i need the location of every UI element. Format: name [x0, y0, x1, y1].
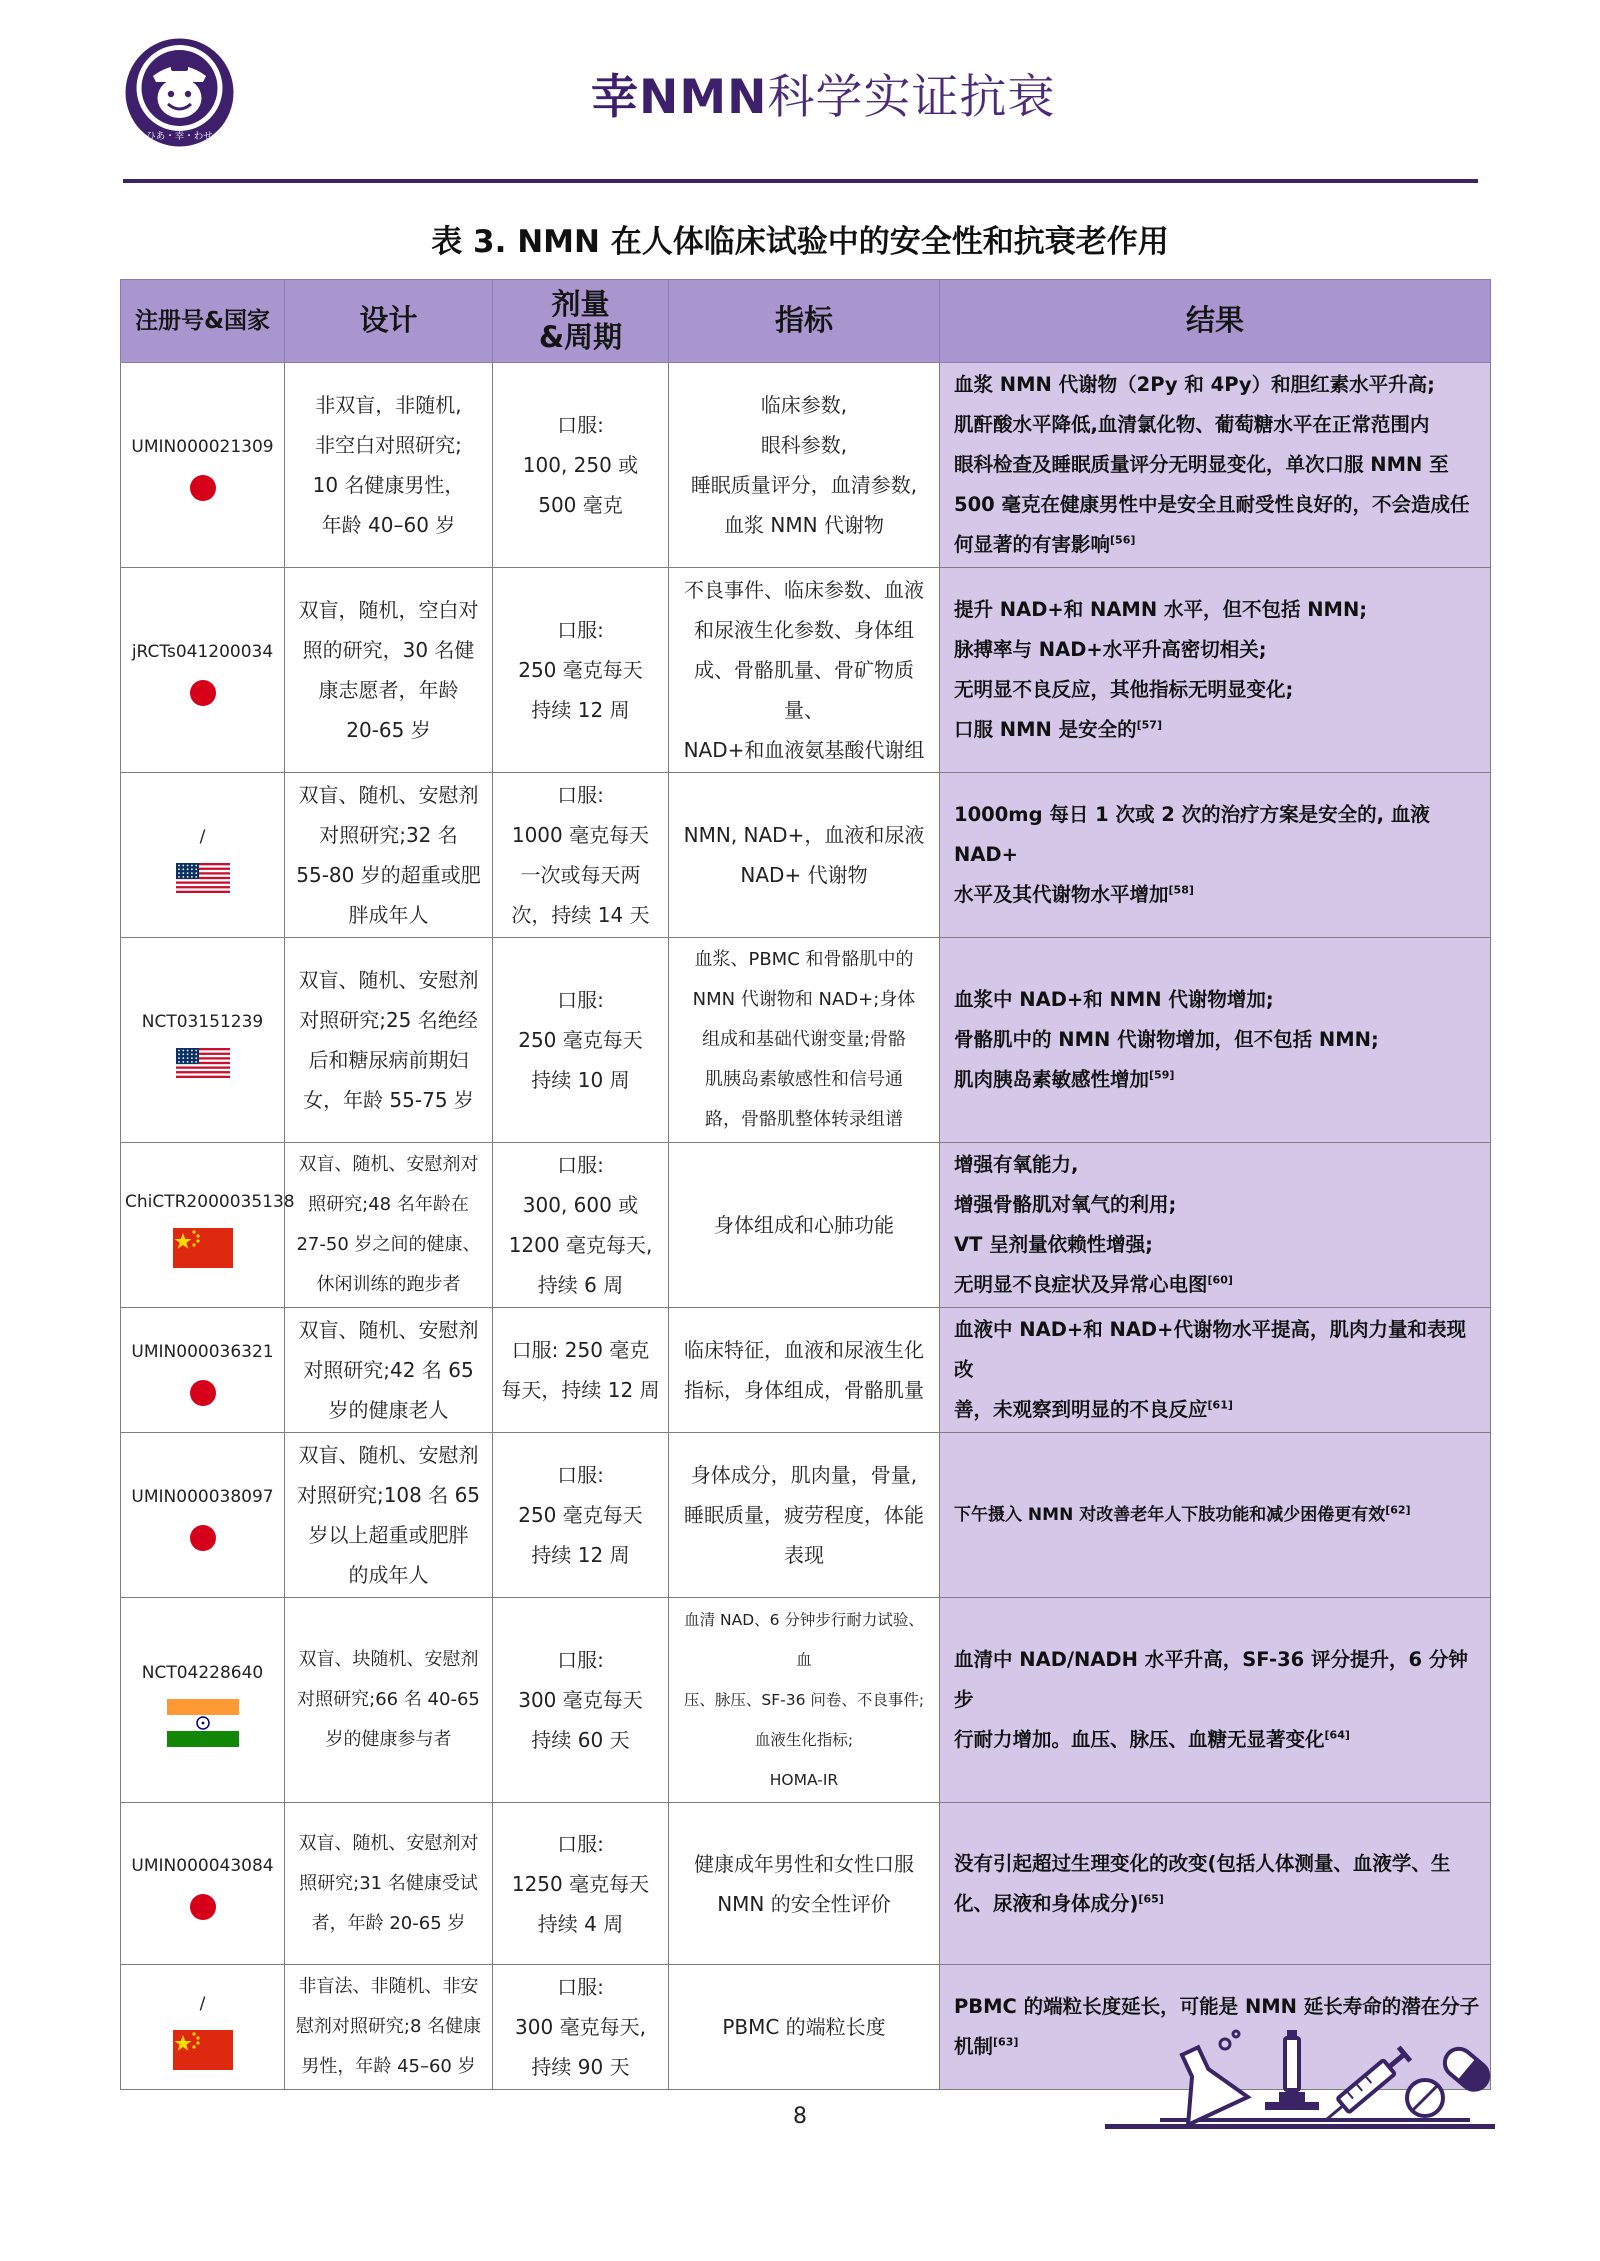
- cell-line: 照研究;31 名健康受试: [299, 1872, 478, 1894]
- registry-id: NCT03151239: [141, 1012, 264, 1032]
- design-cell: [285, 938, 493, 1143]
- cell-line: PBMC 的端粒长度: [722, 2015, 886, 2039]
- cell-line: 的成年人: [348, 1563, 429, 1587]
- result-line: [954, 980, 1480, 1020]
- reference-number: [62]: [1385, 1503, 1411, 1517]
- cell-line: 肌胰岛素敏感性和信号通: [705, 1069, 903, 1090]
- cell-line: 口服:: [557, 783, 604, 807]
- result-line: [954, 485, 1480, 525]
- dose-cell: [493, 938, 669, 1143]
- design-cell: [285, 1598, 493, 1803]
- design-cell: [285, 1803, 493, 1965]
- results-cell: [940, 938, 1491, 1143]
- cell-line: 口服:: [557, 1153, 604, 1177]
- result-line: [954, 590, 1480, 630]
- col-header-dose-line1: 剂量: [551, 286, 610, 321]
- cell-line: 身体成分，肌肉量，骨量,: [690, 1463, 918, 1487]
- page-number: 8: [793, 2104, 807, 2129]
- registry-id: UMIN000038097: [131, 1487, 274, 1507]
- result-text: 水平及其代谢物水平增加: [954, 883, 1169, 906]
- result-line: [954, 1640, 1480, 1720]
- cell-line: NAD+和血液氨基酸代谢组: [683, 738, 925, 762]
- result-line: [954, 1145, 1480, 1185]
- trials-table: [120, 279, 1491, 2090]
- result-line: [954, 710, 1480, 750]
- result-text: 血浆中 NAD+和 NMN 代谢物增加;: [954, 988, 1274, 1011]
- reference-number: [59]: [1149, 1068, 1175, 1082]
- cell-line: 250 毫克每天: [518, 1028, 643, 1052]
- brand-title-rest: 科学实证抗衰: [767, 70, 1056, 125]
- cell-line: 组成和基础代谢变量;骨骼: [701, 1029, 907, 1050]
- cell-line: 非盲法、非随机、非安: [298, 1976, 479, 1997]
- results-cell: [940, 1803, 1491, 1965]
- cell-line: 和尿液生化参数、身体组: [694, 618, 914, 642]
- cell-line: 口服:: [557, 1463, 604, 1487]
- col-header-results: 结果: [940, 280, 1491, 363]
- cell-line: 成、骨骼肌量、骨矿物质量、: [694, 658, 914, 722]
- registry-id: UMIN000021309: [131, 437, 274, 457]
- cell-line: 不良事件、临床参数、血液: [684, 578, 924, 602]
- china-flag-icon: [173, 1228, 233, 1268]
- result-line: [954, 630, 1480, 670]
- result-line: [954, 1844, 1480, 1884]
- result-line: [954, 365, 1480, 405]
- cell-line: 口服:: [557, 618, 604, 642]
- table-row: [121, 938, 1491, 1143]
- cell-line: 血浆 NMN 代谢物: [724, 513, 884, 537]
- result-text: 肌肉胰岛素敏感性增加: [954, 1068, 1150, 1091]
- result-text: 肌酐酸水平降低,血清氯化物、葡萄糖水平在正常范围内: [954, 413, 1430, 436]
- reference-number: [61]: [1207, 1398, 1233, 1412]
- indicators-cell: [669, 1598, 940, 1803]
- cell-line: 双盲、随机、安慰剂对: [298, 1832, 479, 1854]
- registry-cell: [121, 1598, 285, 1803]
- cell-line: NMN 代谢物和 NAD+;身体: [692, 989, 916, 1010]
- cell-line: 100, 250 或: [522, 453, 639, 477]
- cell-line: NAD+ 代谢物: [740, 863, 868, 887]
- cell-line: 300 毫克每天: [518, 1688, 643, 1712]
- results-cell: [940, 1433, 1491, 1598]
- result-text: 化、尿液和身体成分): [954, 1891, 1139, 1915]
- cell-line: 休闲训练的跑步者: [316, 1274, 461, 1295]
- cell-line: 身体组成和心肺功能: [714, 1213, 894, 1237]
- cell-line: 27-50 岁之间的健康、: [296, 1234, 481, 1255]
- cell-line: 持续 4 周: [537, 1911, 624, 1936]
- cell-line: 持续 6 周: [537, 1273, 624, 1297]
- indicators-cell: [669, 773, 940, 938]
- result-text: 增强骨骼肌对氧气的利用;: [954, 1193, 1177, 1216]
- cell-line: 慰剂对照研究;8 名健康: [295, 2016, 482, 2037]
- cell-line: 持续 60 天: [531, 1728, 630, 1752]
- cell-line: 岁的健康老人: [328, 1398, 449, 1422]
- indicators-cell: [669, 568, 940, 773]
- result-text: 善，未观察到明显的不良反应: [954, 1398, 1208, 1421]
- result-text: 机制: [954, 2035, 994, 2058]
- cell-line: 岁以上超重或肥胖: [308, 1523, 469, 1547]
- table-row: [121, 1143, 1491, 1308]
- result-line: [954, 1390, 1480, 1430]
- registry-cell: [121, 1803, 285, 1965]
- cell-line: 对照研究;108 名 65: [296, 1483, 481, 1507]
- col-header-dose-line2: &周期: [538, 320, 623, 354]
- cell-line: 临床特征，血液和尿液生化: [684, 1338, 924, 1362]
- registry-id: NCT04228640: [141, 1663, 264, 1683]
- cell-line: 照的研究，30 名健: [302, 638, 475, 662]
- dose-cell: [493, 1803, 669, 1965]
- cell-line: 临床参数,: [760, 393, 848, 417]
- cell-line: 1200 毫克每天,: [508, 1233, 653, 1257]
- result-line: [954, 875, 1480, 915]
- dose-cell: [493, 1143, 669, 1308]
- cell-line: 20-65 岁: [346, 718, 431, 742]
- indicators-cell: [669, 363, 940, 568]
- cell-line: 睡眠质量评分，血清参数,: [690, 473, 918, 497]
- cell-line: 口服:: [557, 1648, 604, 1672]
- header-rule: [123, 179, 1478, 183]
- syringe-icon: [1321, 2047, 1411, 2126]
- dose-cell: [493, 1598, 669, 1803]
- result-text: 500 毫克在健康男性中是安全且耐受性良好的，不会造成任: [954, 493, 1470, 516]
- usa-flag-icon: [176, 1048, 230, 1078]
- india-flag-icon: [167, 1699, 239, 1747]
- reference-number: [56]: [1110, 533, 1136, 547]
- cell-line: 持续 12 周: [531, 1543, 630, 1567]
- results-cell: [940, 568, 1491, 773]
- col-header-registry: 注册号&国家: [121, 280, 285, 363]
- results-cell: [940, 363, 1491, 568]
- cell-line: 血液生化指标;: [754, 1731, 854, 1749]
- col-header-design: 设计: [285, 280, 493, 363]
- registry-id: jRCTs041200034: [131, 642, 274, 662]
- logo-mascot-icon: [123, 36, 236, 149]
- cell-line: 压、脉压、SF-36 问卷、不良事件;: [683, 1691, 925, 1709]
- japan-flag-icon: [188, 1892, 218, 1922]
- cell-line: 眼科参数,: [760, 433, 848, 457]
- result-line: [954, 1987, 1480, 2027]
- cell-line: 每天，持续 12 周: [501, 1378, 660, 1402]
- design-cell: [285, 1143, 493, 1308]
- result-text: 增强有氧能力,: [954, 1153, 1079, 1176]
- table-row: [121, 1433, 1491, 1598]
- result-line: [954, 445, 1480, 485]
- registry-cell: [121, 1143, 295, 1308]
- result-text: 血浆 NMN 代谢物（2Py 和 4Py）和胆红素水平升高;: [954, 373, 1435, 396]
- cell-line: 康志愿者，年龄: [318, 678, 459, 702]
- result-line: [954, 1495, 1480, 1535]
- result-line: [954, 795, 1480, 875]
- cell-line: 非双盲，非随机,: [315, 393, 462, 417]
- table-row: [121, 1803, 1491, 1965]
- usa-flag-icon: [176, 863, 230, 893]
- cell-line: 10 名健康男性，: [312, 473, 465, 497]
- indicators-cell: [669, 1433, 940, 1598]
- cell-line: 300 毫克每天,: [515, 2015, 646, 2039]
- cell-line: 后和糖尿病前期妇: [308, 1048, 469, 1072]
- cell-line: 胖成年人: [348, 903, 429, 927]
- result-line: [954, 1060, 1480, 1100]
- cell-line: 300, 600 或: [522, 1193, 639, 1217]
- cell-line: 口服: 250 毫克: [511, 1338, 650, 1362]
- table-row: [121, 568, 1491, 773]
- cell-line: 健康成年男性和女性口服: [694, 1851, 914, 1876]
- brand-title-bold: 幸NMN: [591, 70, 768, 125]
- cell-line: 双盲、随机、安慰剂: [298, 1318, 479, 1342]
- reference-number: [65]: [1138, 1892, 1164, 1905]
- microscope-icon: [1265, 2030, 1319, 2110]
- cell-line: 55-80 岁的超重或肥: [296, 863, 481, 887]
- cell-line: 口服:: [557, 1975, 604, 1999]
- registry-cell: [121, 1965, 285, 2090]
- registry-cell: [121, 1308, 285, 1433]
- col-header-indicators: 指标: [669, 280, 940, 363]
- result-text: 无明显不良反应，其他指标无明显变化;: [954, 678, 1294, 701]
- dose-cell: [493, 1308, 669, 1433]
- reference-number: [57]: [1136, 718, 1162, 732]
- cell-line: 口服:: [557, 413, 604, 437]
- result-text: 提升 NAD+和 NAMN 水平，但不包括 NMN;: [954, 598, 1368, 621]
- result-text: 眼科检查及睡眠质量评分无明显变化，单次口服 NMN 至: [954, 453, 1449, 476]
- result-text: 没有引起超过生理变化的改变(包括人体测量、血液学、生: [954, 1851, 1451, 1875]
- cell-line: HOMA-IR: [769, 1771, 839, 1789]
- logo-caption: ひあ・幸・わせ: [146, 131, 213, 142]
- reference-number: [64]: [1324, 1728, 1350, 1742]
- result-text: 1000mg 每日 1 次或 2 次的治疗方案是安全的, 血液 NAD+: [954, 803, 1430, 866]
- indicators-cell: [669, 1965, 940, 2090]
- cell-line: 照研究;48 名年龄在: [308, 1194, 469, 1215]
- cell-line: 口服:: [557, 1831, 604, 1856]
- results-cell: [940, 773, 1491, 938]
- registry-cell: [121, 938, 285, 1143]
- indicators-cell: [669, 938, 940, 1143]
- cell-line: 表现: [784, 1543, 824, 1567]
- pill-icon: [1407, 2043, 1494, 2116]
- cell-line: 路，骨骼肌整体转录组谱: [705, 1109, 903, 1130]
- cell-line: 年龄 40–60 岁: [321, 513, 456, 537]
- cell-line: 双盲，随机，空白对: [298, 598, 479, 622]
- cell-line: 双盲、随机、安慰剂: [298, 1443, 479, 1467]
- cell-line: 双盲、随机、安慰剂: [298, 783, 479, 807]
- registry-id: ChiCTR2000035138: [125, 1192, 295, 1212]
- dose-cell: [493, 363, 669, 568]
- indicators-cell: [669, 1803, 940, 1965]
- table-title: 表 3. NMN 在人体临床试验中的安全性和抗衰老作用: [431, 224, 1169, 260]
- reference-number: [60]: [1207, 1273, 1233, 1287]
- cell-line: 口服:: [557, 988, 604, 1012]
- flask-icon: [1160, 2031, 1248, 2125]
- cell-line: NMN 的安全性评价: [717, 1891, 891, 1916]
- cell-line: 持续 12 周: [531, 698, 630, 722]
- result-line: [954, 1225, 1480, 1265]
- registry-cell: [121, 773, 285, 938]
- result-line: [954, 1265, 1480, 1305]
- result-text: PBMC 的端粒长度延长，可能是 NMN 延长寿命的潜在分子: [954, 1995, 1480, 2018]
- result-text: 下午摄入 NMN 对改善老年人下肢功能和减少困倦更有效: [954, 1505, 1386, 1525]
- result-text: VT 呈剂量依赖性增强;: [954, 1233, 1153, 1256]
- cell-line: 双盲、随机、安慰剂: [298, 968, 479, 992]
- registry-cell: [121, 1433, 285, 1598]
- result-text: 何显著的有害影响: [954, 533, 1111, 556]
- results-cell: [940, 1598, 1491, 1803]
- table-row: [121, 1598, 1491, 1803]
- result-text: 行耐力增加。血压、脉压、血糖无显著变化: [954, 1728, 1325, 1751]
- cell-line: 睡眠质量，疲劳程度，体能: [684, 1503, 924, 1527]
- result-line: [954, 525, 1480, 565]
- results-cell: [940, 1308, 1491, 1433]
- result-text: 无明显不良症状及异常心电图: [954, 1273, 1208, 1296]
- result-line: [954, 1720, 1480, 1760]
- cell-line: 250 毫克每天: [518, 1503, 643, 1527]
- cell-line: 血清 NAD、6 分钟步行耐力试验、血: [684, 1611, 924, 1669]
- cell-line: 次，持续 14 天: [511, 903, 650, 927]
- registry-cell: [121, 363, 285, 568]
- cell-line: 对照研究;42 名 65: [303, 1358, 474, 1382]
- cell-line: 一次或每天两: [520, 863, 641, 887]
- design-cell: [285, 773, 493, 938]
- table-row: [121, 363, 1491, 568]
- cell-line: 非空白对照研究;: [315, 433, 462, 457]
- japan-flag-icon: [188, 1523, 218, 1553]
- cell-line: 250 毫克每天: [518, 658, 643, 682]
- result-line: [954, 1884, 1480, 1924]
- cell-line: 岁的健康参与者: [325, 1729, 452, 1750]
- dose-cell: [493, 773, 669, 938]
- registry-id: UMIN000043084: [131, 1855, 274, 1876]
- registry-cell: [121, 568, 285, 773]
- cell-line: 血浆、PBMC 和骨骼肌中的: [694, 949, 914, 970]
- cell-line: 指标，身体组成，骨骼肌量: [684, 1378, 924, 1402]
- result-line: [954, 1185, 1480, 1225]
- result-text: 血液中 NAD+和 NAD+代谢物水平提高，肌肉力量和表现改: [954, 1318, 1466, 1381]
- lab-decoration: [1065, 2028, 1495, 2146]
- result-line: [954, 1310, 1480, 1390]
- design-cell: [285, 363, 493, 568]
- china-flag-icon: [173, 2030, 233, 2070]
- cell-line: 对照研究;25 名绝经: [299, 1008, 478, 1032]
- table-header-row: [121, 280, 1491, 363]
- table-row: [121, 1308, 1491, 1433]
- japan-flag-icon: [188, 1378, 218, 1408]
- reference-number: [58]: [1168, 883, 1194, 897]
- cell-line: 对照研究;66 名 40-65: [297, 1689, 480, 1710]
- result-text: 血清中 NAD/NADH 水平升高，SF-36 评分提升，6 分钟步: [954, 1648, 1468, 1711]
- result-text: 骨骼肌中的 NMN 代谢物增加，但不包括 NMN;: [954, 1028, 1379, 1051]
- col-header-dose: [493, 280, 669, 363]
- table-row: [121, 773, 1491, 938]
- result-text: 脉搏率与 NAD+水平升高密切相关;: [954, 638, 1267, 661]
- result-line: [954, 405, 1480, 445]
- japan-flag-icon: [188, 473, 218, 503]
- design-cell: [285, 568, 493, 773]
- indicators-cell: [669, 1308, 940, 1433]
- indicators-cell: [669, 1143, 940, 1308]
- reference-number: [63]: [993, 2035, 1019, 2049]
- cell-line: 持续 90 天: [531, 2055, 630, 2079]
- cell-line: 女，年龄 55-75 岁: [303, 1088, 474, 1112]
- design-cell: [285, 1965, 493, 2090]
- dose-cell: [493, 568, 669, 773]
- cell-line: 双盲、随机、安慰剂对: [298, 1154, 479, 1175]
- cell-line: 1250 毫克每天: [511, 1871, 650, 1896]
- cell-line: 双盲、块随机、安慰剂: [298, 1649, 479, 1670]
- result-line: [954, 1020, 1480, 1060]
- japan-flag-icon: [188, 678, 218, 708]
- registry-id: UMIN000036321: [131, 1342, 274, 1362]
- dose-cell: [493, 1433, 669, 1598]
- results-cell: [940, 1143, 1491, 1308]
- cell-line: 持续 10 周: [531, 1068, 630, 1092]
- result-line: [954, 670, 1480, 710]
- dose-cell: [493, 1965, 669, 2090]
- cell-line: NMN, NAD+，血液和尿液: [683, 823, 925, 847]
- brand-title: [591, 60, 1055, 124]
- design-cell: [285, 1308, 493, 1433]
- cell-line: 者，年龄 20-65 岁: [311, 1912, 466, 1934]
- cell-line: 对照研究;32 名: [319, 823, 458, 847]
- design-cell: [285, 1433, 493, 1598]
- result-text: 口服 NMN 是安全的: [954, 718, 1137, 741]
- cell-line: 1000 毫克每天: [511, 823, 650, 847]
- registry-id: /: [199, 1994, 206, 2014]
- registry-id: /: [199, 827, 206, 847]
- cell-line: 男性，年龄 45–60 岁: [301, 2056, 476, 2077]
- cell-line: 500 毫克: [538, 493, 623, 517]
